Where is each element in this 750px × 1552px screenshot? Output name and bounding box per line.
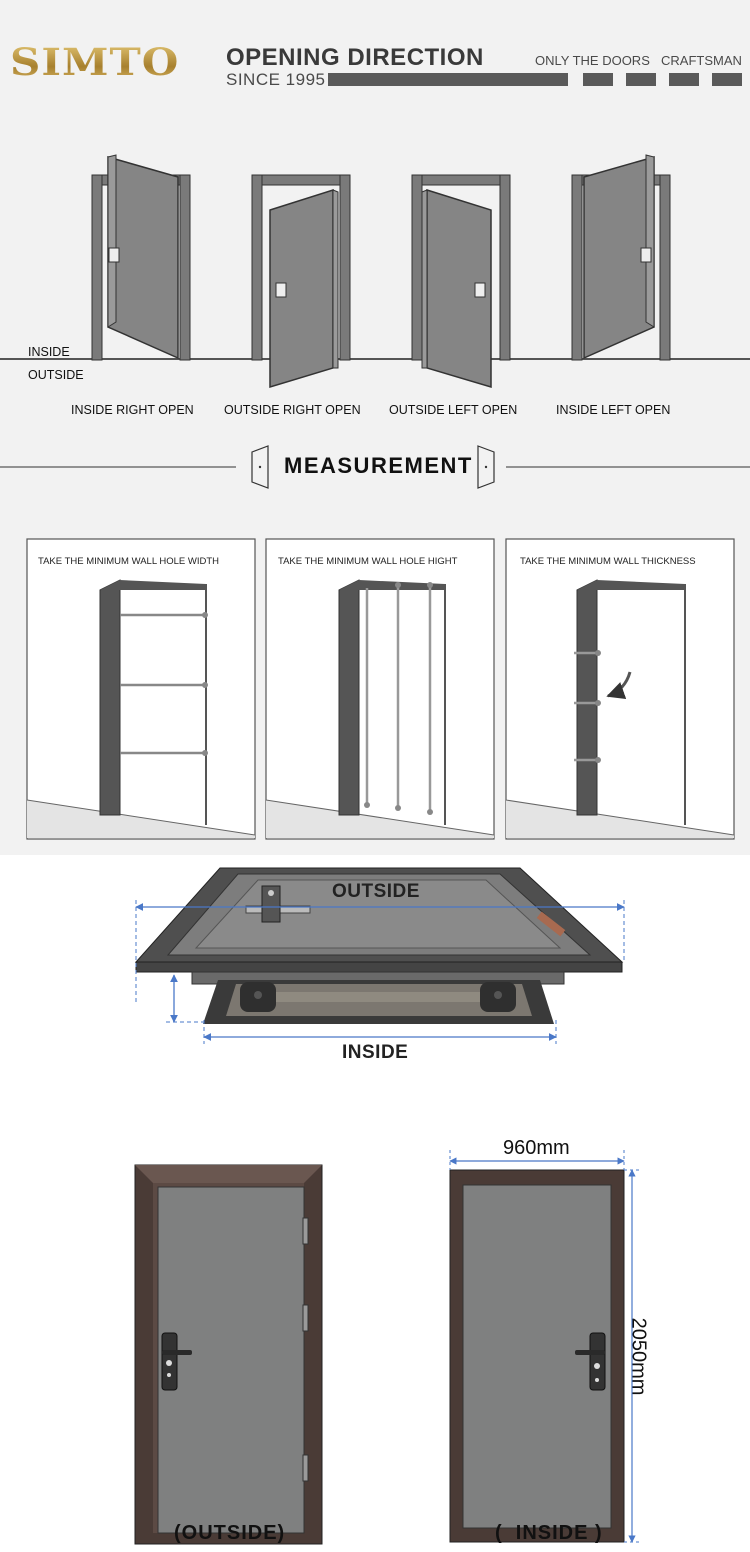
outside-label: OUTSIDE: [28, 368, 84, 382]
panel-label: TAKE THE MINIMUM WALL HOLE WIDTH: [38, 556, 220, 567]
outside-caption: (OUTSIDE): [174, 1522, 286, 1544]
inside-label: INSIDE: [28, 345, 70, 359]
since-label: SINCE 1995: [226, 70, 326, 89]
door-caption: INSIDE LEFT OPEN: [556, 403, 671, 417]
door-caption: INSIDE RIGHT OPEN: [71, 403, 194, 417]
inside-caption: ( INSIDE ): [495, 1522, 603, 1544]
door-inside-right-open: [92, 155, 190, 360]
door-outside-right-open: [252, 175, 350, 387]
panel-wall-hole-width: [27, 539, 255, 839]
door-inside-left-open: [572, 155, 670, 360]
tagline-left: ONLY THE DOORS: [535, 53, 650, 68]
measurement-title: MEASUREMENT: [284, 453, 473, 478]
panel-wall-thickness: [506, 539, 734, 839]
door-outside-view: [135, 1165, 322, 1544]
panel-label: TAKE THE MINIMUM WALL HOLE HIGHT: [278, 556, 458, 567]
door-outside-left-open: [412, 175, 510, 387]
height-label: 2050mm: [627, 1317, 650, 1396]
page-title: OPENING DIRECTION: [226, 44, 484, 71]
inside-section-label: INSIDE: [342, 1042, 409, 1063]
door-caption: OUTSIDE RIGHT OPEN: [224, 403, 361, 417]
brand-logo: SIMTO: [10, 40, 180, 85]
panel-label: TAKE THE MINIMUM WALL THICKNESS: [520, 556, 696, 567]
width-label: 960mm: [503, 1137, 570, 1159]
panel-wall-hole-height: [266, 539, 494, 839]
door-caption: OUTSIDE LEFT OPEN: [389, 403, 518, 417]
tagline-right: CRAFTSMAN: [661, 53, 742, 68]
door-inside-view: [450, 1150, 640, 1542]
outside-section-label: OUTSIDE: [332, 881, 420, 902]
